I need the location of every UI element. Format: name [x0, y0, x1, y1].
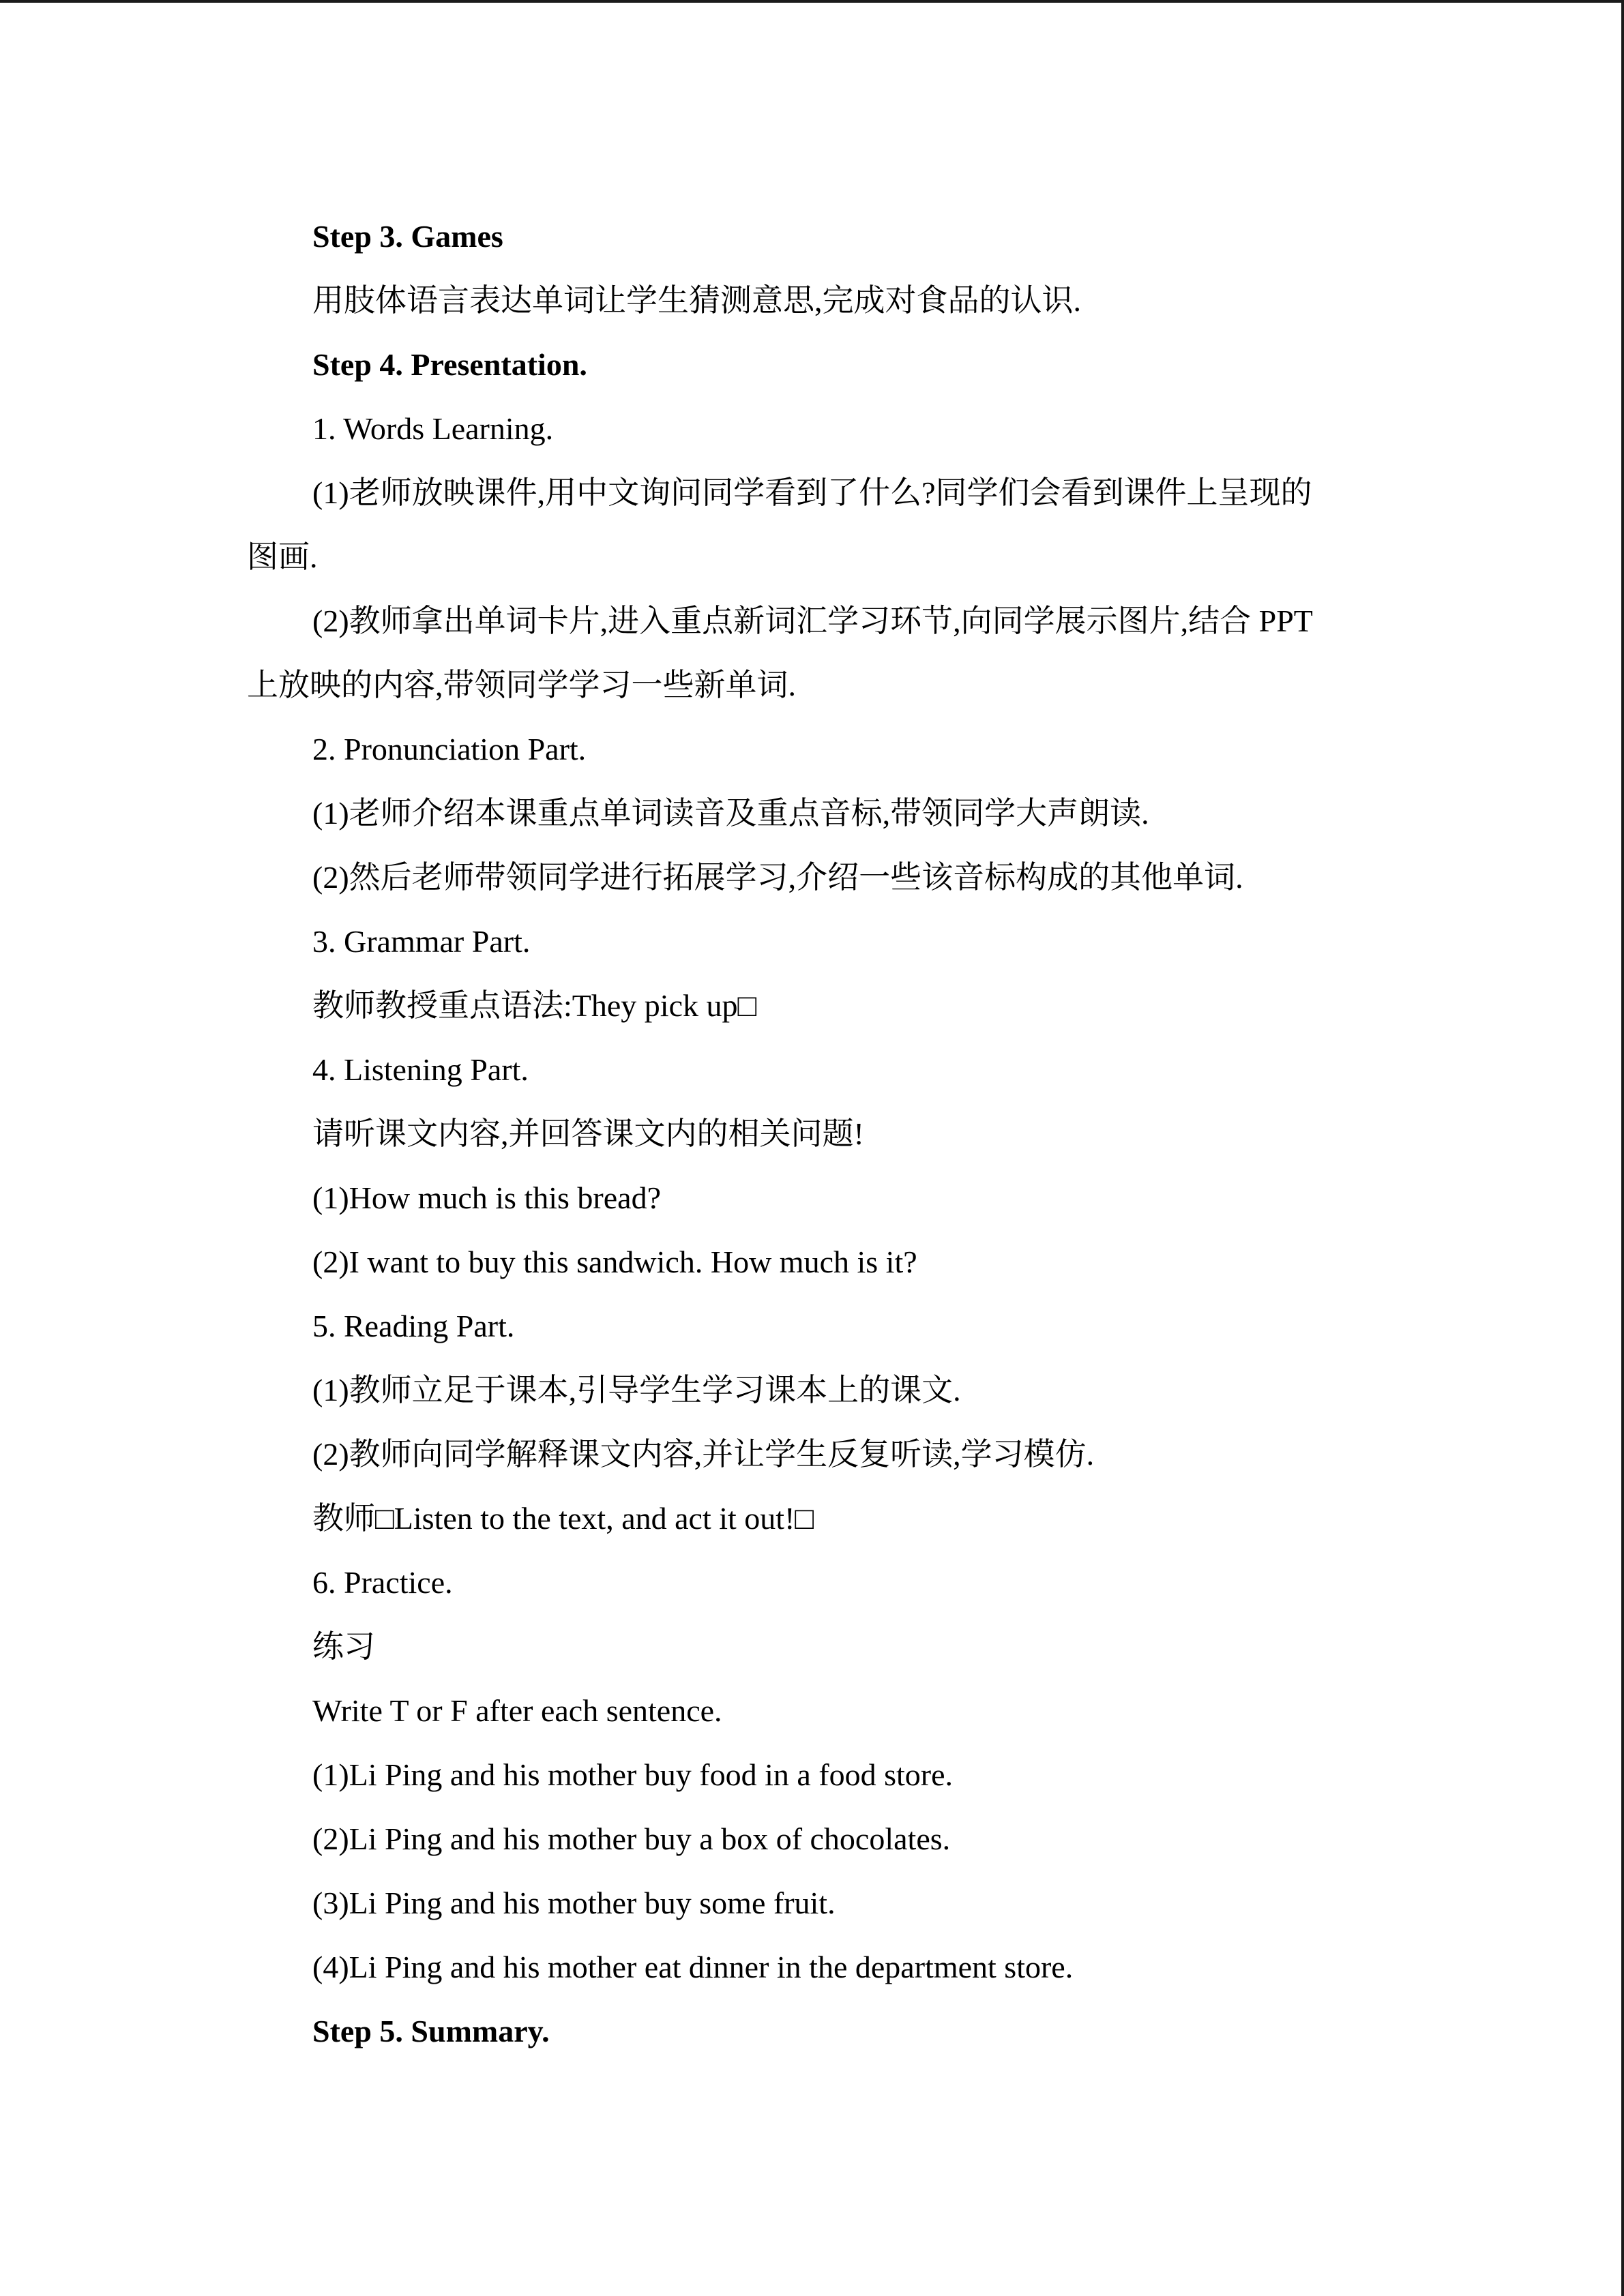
step-3-heading: Step 3. Games: [312, 219, 503, 254]
paragraph: (1)教师立足于课本,引导学生学习课本上的课文.: [312, 1373, 961, 1407]
paragraph: 教师教授重点语法:They pick up□: [312, 988, 757, 1023]
step-5-heading: Step 5. Summary.: [312, 2014, 550, 2048]
document-body: [247, 205, 1365, 2063]
section-pronunciation: 2. Pronunciation Part.: [312, 732, 587, 766]
paragraph: (2)然后老师带领同学进行拓展学习,介绍一些该音标构成的其他单词.: [312, 860, 1243, 895]
section-listening: 4. Listening Part.: [312, 1052, 529, 1087]
section-reading: 5. Reading Part.: [312, 1309, 515, 1343]
paragraph-continued: 上放映的内容,带领同学学习一些新单词.: [247, 668, 796, 702]
step-4-heading: Step 4. Presentation.: [312, 347, 587, 382]
section-practice: 6. Practice.: [312, 1565, 453, 1600]
page-border-right: [1621, 0, 1624, 2296]
question: (2)I want to buy this sandwich. How much is it?: [312, 1244, 917, 1279]
section-grammar: 3. Grammar Part.: [312, 924, 531, 959]
paragraph: (1)老师放映课件,用中文询问同学看到了什么?同学们会看到课件上呈现的: [312, 475, 1312, 510]
exercise-item: (2)Li Ping and his mother buy a box of chocolates.: [312, 1821, 951, 1856]
paragraph: (1)老师介绍本课重点单词读音及重点音标,带领同学大声朗读.: [312, 796, 1149, 831]
exercise-item: (4)Li Ping and his mother eat dinner in the department store.: [312, 1950, 1074, 1984]
paragraph: (2)教师拿出单词卡片,进入重点新词汇学习环节,向同学展示图片,结合 PPT: [312, 603, 1313, 638]
paragraph: (2)教师向同学解释课文内容,并让学生反复听读,学习模仿.: [312, 1437, 1095, 1472]
instruction: Write T or F after each sentence.: [312, 1693, 722, 1728]
paragraph: 请听课文内容,并回答课文内的相关问题!: [312, 1116, 864, 1151]
paragraph-continued: 图画.: [247, 539, 318, 574]
question: (1)How much is this bread?: [312, 1180, 661, 1215]
exercise-item: (1)Li Ping and his mother buy food in a food store.: [312, 1757, 954, 1792]
page-border-top: [0, 0, 1624, 3]
paragraph: 用肢体语言表达单词让学生猜测意思,完成对食品的认识.: [312, 283, 1081, 318]
exercise-item: (3)Li Ping and his mother buy some fruit.: [312, 1885, 836, 1920]
paragraph: 教师□Listen to the text, and act it out!□: [312, 1501, 814, 1536]
section-words-learning: 1. Words Learning.: [312, 411, 554, 446]
paragraph: 练习: [312, 1629, 375, 1664]
